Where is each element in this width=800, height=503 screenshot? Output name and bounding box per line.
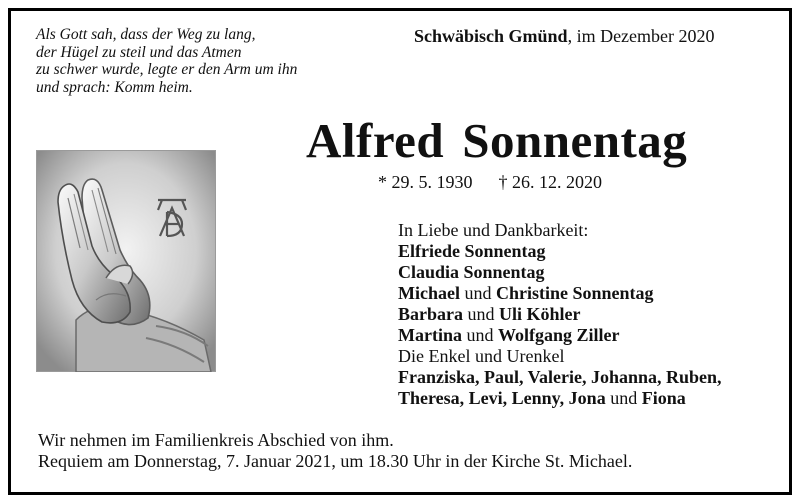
praying-hands-icon [36, 150, 216, 372]
family-member: Elfriede Sonnentag [398, 241, 546, 261]
family-list [398, 220, 722, 409]
family-member: Michael [398, 283, 460, 303]
first-name: Alfred [306, 113, 445, 168]
family-member: Barbara [398, 304, 463, 324]
life-dates [378, 172, 602, 193]
poem-line: der Hügel zu steil und das Atmen [36, 43, 242, 61]
deceased-name [306, 112, 687, 169]
family-member: Wolfgang Ziller [497, 325, 620, 345]
place: Schwäbisch Gmünd [414, 26, 568, 46]
last-name: Sonnentag [462, 113, 688, 168]
poem-line: Als Gott sah, dass der Weg zu lang, [36, 26, 256, 43]
family-intro: In Liebe und Dankbarkeit: [398, 220, 589, 240]
grandchildren-names: Franziska, Paul, Valerie, Johanna, Ruben, [398, 367, 722, 387]
poem-line: und sprach: Komm heim. [36, 78, 193, 96]
farewell-line: Wir nehmen im Familienkreis Abschied von ihm. [38, 430, 394, 450]
grandchildren-names: Theresa, Levi, Lenny, Jona [398, 388, 606, 408]
poem-line: zu schwer wurde, legte er den Arm um ihn [36, 61, 298, 78]
grandchildren-names: Fiona [641, 388, 686, 408]
footer-text [38, 430, 632, 472]
grandchildren-label: Die Enkel und Urenkel [398, 346, 565, 366]
conjunction: und [463, 304, 499, 324]
date-text: , im Dezember 2020 [567, 26, 715, 46]
conjunction: und [605, 388, 642, 408]
family-member: Claudia Sonnentag [398, 262, 545, 282]
conjunction: und [459, 283, 496, 303]
place-date [414, 26, 715, 47]
family-member: Uli Köhler [499, 304, 581, 324]
family-member: Martina [398, 325, 462, 345]
birth-date: * 29. 5. 1930 [378, 172, 473, 192]
poem [36, 26, 297, 96]
requiem-line: Requiem am Donnerstag, 7. Januar 2021, um 18.30 Uhr in der Kirche St. Michael. [38, 451, 633, 471]
conjunction: und [461, 325, 498, 345]
family-member: Christine Sonnentag [495, 283, 654, 303]
death-date: † 26. 12. 2020 [498, 172, 602, 192]
